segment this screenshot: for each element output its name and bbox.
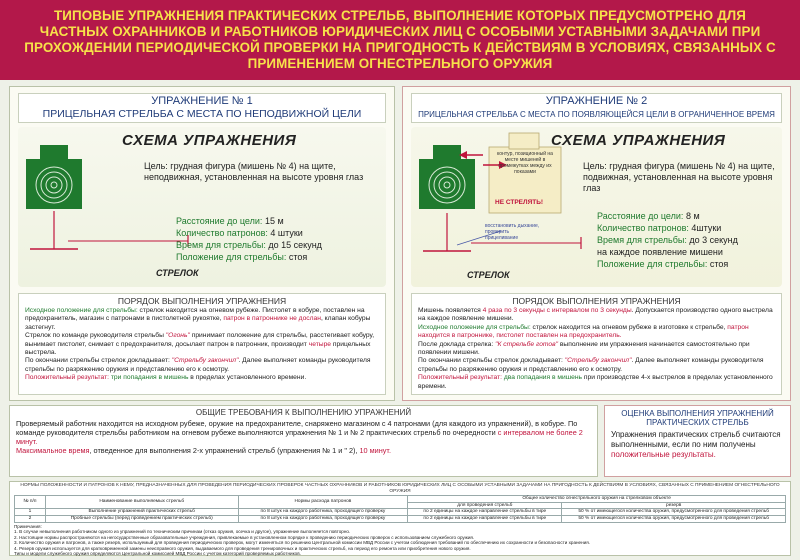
order-text-highlight: патрон в патроннике не дослан bbox=[223, 315, 321, 323]
col-reserve: резерв bbox=[562, 502, 786, 509]
header-banner bbox=[0, 0, 800, 80]
requirements-text-span: , отведенное для выполнения 2-х упражнений стрельб (упражнения № 1 и " 2), bbox=[89, 446, 360, 455]
cell-norm: по 8 штук на каждого работника, проходящего проверку bbox=[238, 509, 408, 516]
rounds-label: Количество патронов: bbox=[597, 223, 689, 233]
evaluation-box bbox=[604, 405, 791, 477]
note-line: 1. В случае невыполнения работником одного из упражнений по техническим причинам (отказ оружия, осечка и другое), упражнение выполняется повторно. bbox=[14, 529, 351, 535]
exercise-2-order-box bbox=[411, 293, 782, 395]
exercise-1-order-title: ПОРЯДОК ВЫПОЛНЕНИЯ УПРАЖНЕНИЯ bbox=[117, 296, 287, 306]
result-label: Положительный результат: bbox=[418, 374, 502, 382]
result-value: два попадания в мишень bbox=[502, 374, 583, 382]
requirements-text-span: Проверяемый работник находится на исходном рубеже, оружие на предохранителе, снаряжено магазином с 4 патронами (для каждого из упражнений), в кобуре. По команде руководителя стрельбы работником на огневом рубеже выполняются упражнения № 1 и № 2 практических стрельб по очередности bbox=[16, 419, 578, 437]
order-text-span: стрелок находится на огневом рубеже. Пистолет в кобуре, поставлен на предохранитель, магазин с патронами в пистолетной рукоятке, bbox=[25, 307, 365, 323]
note-line: 4. Резерв оружия используется для кратковременной замены неисправного оружия, выдаваемого для проведения тренировочных и практических стрельб, на период его ремонта или приобретения нового оружия. bbox=[14, 545, 471, 551]
position-value: стоя bbox=[709, 259, 729, 269]
table-row bbox=[15, 509, 786, 516]
exercise-1-panel bbox=[9, 86, 395, 401]
requirements-title: ОБЩИЕ ТРЕБОВАНИЯ К ВЫПОЛНЕНИЮ УПРАЖНЕНИЙ bbox=[195, 408, 412, 417]
exercise-2-number: УПРАЖНЕНИЕ № 2 bbox=[545, 95, 648, 107]
page-title: ТИПОВЫЕ УПРАЖНЕНИЯ ПРАКТИЧЕСКИХ СТРЕЛЬБ, ВЫПОЛНЕНИЕ КОТОРЫХ ПРЕДУСМОТРЕНО ДЛЯ ЧАСТНЫХ ОХРАННИКОВ И РАБОТНИКОВ ЮРИДИЧЕСКИХ ЛИЦ С ОСОБЫМИ УСТАВНЫМИ ЗАДАЧАМИ ПРИ ПРОХОЖДЕНИИ ПЕРИОДИЧЕСКОЙ ПРОВЕРКИ НА ПРИГОДНОСТЬ К ДЕЙСТВИЯМ В УСЛОВИЯХ, СВЯЗАННЫХ С ПРИМЕНЕНИЕМ ОГНЕСТРЕЛЬНОГО ОРУЖИЯ bbox=[24, 8, 776, 71]
cell-reserve: 50 % от имеющегося количества оружия, предусмотренного для проведения стрельб bbox=[562, 509, 786, 516]
order-text-span: По окончании стрельбы стрелок докладывает: bbox=[25, 357, 172, 365]
breath-note: восстановить дыхание, проверить прицеливание bbox=[485, 223, 540, 241]
col-num: № п/п bbox=[15, 496, 46, 509]
order-text-span: в пределах установленного времени. bbox=[188, 374, 307, 382]
time-value: до 3 секунд bbox=[689, 235, 738, 245]
cell-norm: по 8 штук на каждого работника, проходящего проверку bbox=[238, 515, 408, 522]
cell-for-exercise: по 2 единицы на каждое направление стрельбы в тире bbox=[408, 515, 562, 522]
table-row bbox=[15, 515, 786, 522]
norms-title: НОРМЫ ПОЛОЖЕННОСТИ И ПАТРОНОВ К НЕМУ, ПРЕДНАЗНАЧЕННЫХ ДЛЯ ПРОВЕДЕНИЯ ПЕРИОДИЧЕСКИХ ПРОВЕРОК ЧАСТНЫХ ОХРАННИКОВ И РАБОТНИКОВ ЮРИДИЧЕСКИХ ЛИЦ С ОСОБЫМИ УСТАВНЫМИ ЗАДАЧАМИ НА ПРИГОДНОСТЬ К ДЕЙСТВИЯМ В УСЛОВИЯХ, СВЯЗАННЫХ С ПРИМЕНЕНИЕМ ОГНЕСТРЕЛЬНОГО ОРУЖИЯ bbox=[20, 483, 780, 494]
initial-position-label: Исходное положение для стрельбы: bbox=[418, 323, 531, 331]
distance-label: Расстояние до цели: bbox=[176, 216, 263, 226]
command-text: "Огонь" bbox=[165, 332, 190, 340]
cell-num: 1 bbox=[15, 509, 46, 516]
exercise-2-target-desc: Цель: грудная фигура (мишень № 4) на щите, подвижная, установленная на высоте уровня глаз bbox=[583, 161, 775, 193]
cell-reserve: 50 % от имеющегося количества оружия, предусмотренного для проведения стрельб bbox=[562, 515, 786, 522]
exercise-2-scheme-title: СХЕМА УПРАЖНЕНИЯ bbox=[551, 132, 726, 149]
exercise-1-order-text bbox=[25, 307, 379, 383]
time-label: Время для стрельбы: bbox=[176, 240, 266, 250]
distance-value: 8 м bbox=[685, 211, 700, 221]
time-value: до 15 секунд bbox=[268, 240, 322, 250]
exercise-2-stats bbox=[597, 210, 738, 270]
exercise-2-shooter-label: СТРЕЛОК bbox=[467, 270, 510, 280]
distance-marker-icon bbox=[30, 211, 188, 249]
order-text-span: . Допускается производство одного выстрела на каждое появление мишени. bbox=[418, 307, 773, 323]
order-text-span: прицельных выстрела. bbox=[25, 340, 371, 357]
norms-table bbox=[14, 495, 786, 522]
col-for-exercise: для проведения стрельб bbox=[408, 502, 562, 509]
evaluation-title: ОЦЕНКА ВЫПОЛНЕНИЯ УПРАЖНЕНИЙ ПРАКТИЧЕСКИХ СТРЕЛЬБ bbox=[621, 409, 774, 427]
evaluation-text-span: Упражнения практических стрельб считаются выполненными, если по ним получены bbox=[611, 430, 781, 449]
exercise-1-title-box bbox=[18, 93, 386, 123]
col-name: Наименование выполняемых стрельб bbox=[45, 496, 238, 509]
position-value: стоя bbox=[288, 252, 308, 262]
order-text-span: Мишень появляется bbox=[418, 307, 483, 314]
exercise-1-number: УПРАЖНЕНИЕ № 1 bbox=[151, 95, 253, 107]
exercise-2-order-text bbox=[418, 307, 775, 391]
exercise-1-scheme-title: СХЕМА УПРАЖНЕНИЯ bbox=[122, 132, 297, 149]
contour-note: контур, позиционный на месте мишеней в промежутках между их показами bbox=[497, 151, 553, 175]
rounds-value: 4штуки bbox=[691, 223, 722, 233]
order-text-span: После доклада стрелка: bbox=[418, 340, 496, 348]
target-figure-icon bbox=[26, 145, 82, 209]
order-text-span: принимает положение для стрельбы, расстегивает кобуру, вынимает пистолет, снимает с предохранителя, досылает патрон в патронник, производит bbox=[25, 332, 375, 348]
requirements-highlight: 10 минут. bbox=[359, 446, 391, 455]
distance-label: Расстояние до цели: bbox=[597, 211, 684, 221]
requirements-highlight: Максимальное время bbox=[16, 446, 90, 455]
position-label: Положение для стрельбы: bbox=[597, 259, 708, 269]
note-line: Типы и модели служебного оружия определяются Центральной комиссией МВД России с учетом категорий проверяемых работников. bbox=[14, 551, 301, 557]
exercise-1-target-desc: Цель: грудная фигура (мишень № 4) на щите, неподвижная, установленная на высоте уровня глаз bbox=[144, 161, 364, 182]
rounds-value: 4 штуки bbox=[270, 228, 303, 238]
note-line: 3. Количество оружия и патронов, а также резерв, используемый для проведения периодических проверок, могут изменяться по решению Центральной комиссии МВД России с учетом соблюдения требований по обеспечению их сохранности и безопасности хранения. bbox=[14, 540, 590, 546]
order-text-span: при производстве 4-х выстрелов в пределах установленного времени. bbox=[418, 374, 773, 390]
command-text: "Стрельбу закончил" bbox=[564, 357, 632, 365]
note-line: 2. Настоящие нормы распространяются на негосударственные образовательные учреждения, привлекаемые в установленном порядке к проведению периодических проверок с использованием служебного оружия. bbox=[14, 534, 475, 540]
exercise-2-scheme bbox=[411, 127, 782, 287]
result-value: три попадания в мишень bbox=[109, 374, 189, 382]
note-line: Примечания: bbox=[14, 523, 42, 529]
exercise-2-panel bbox=[402, 86, 791, 401]
notes-block bbox=[14, 524, 786, 557]
requirements-highlight: с интервалом не более 2 минут. bbox=[16, 428, 583, 446]
exercise-1-order-box bbox=[18, 293, 386, 395]
order-text-span: стрелок находится на огневом рубеже в изготовке к стрельбе, bbox=[530, 323, 728, 331]
cell-num: 2 bbox=[15, 515, 46, 522]
order-text-span: . Далее выполняет команды руководителя стрельбы по разряжению оружия и представлению его к осмотру. bbox=[25, 357, 371, 373]
order-text-span: , клапан кобуры застегнут. bbox=[25, 315, 371, 331]
distance-value: 15 м bbox=[264, 216, 284, 226]
order-text-highlight: четыре bbox=[308, 340, 332, 348]
exercise-2-title-box bbox=[411, 93, 782, 123]
exercise-2-order-title: ПОРЯДОК ВЫПОЛНЕНИЯ УПРАЖНЕНИЯ bbox=[512, 296, 681, 306]
order-text-highlight: патрон находится в патроннике, пистолет поставлен на предохранитель. bbox=[418, 323, 749, 340]
exercise-1-scheme bbox=[18, 127, 386, 287]
col-total: Общее количество огнестрельного оружия на стрелковом объекте bbox=[408, 496, 786, 503]
evaluation-text bbox=[611, 430, 784, 460]
result-label: Положительный результат: bbox=[25, 374, 109, 382]
command-text: "Стрельбу закончил" bbox=[171, 357, 239, 365]
time-label: Время для стрельбы: bbox=[597, 235, 687, 245]
order-text-highlight: 4 раза по 3 секунды с интервалом по 3 секунды bbox=[482, 307, 632, 314]
col-norm: Нормы расхода патронов bbox=[238, 496, 408, 509]
position-label: Положение для стрельбы: bbox=[176, 252, 287, 262]
rounds-label: Количество патронов: bbox=[176, 228, 268, 238]
time-value-extra: на каждое появление мишени bbox=[597, 247, 723, 257]
table-header-row bbox=[15, 496, 786, 503]
no-shoot-note: НЕ СТРЕЛЯТЬ! bbox=[495, 199, 544, 206]
command-text: "К стрельбе готов" bbox=[495, 340, 558, 348]
exercise-1-stats bbox=[176, 215, 322, 263]
requirements-text bbox=[16, 419, 591, 455]
initial-position-label: Исходное положение для стрельбы: bbox=[25, 307, 138, 314]
exercise-1-diagram bbox=[18, 127, 388, 287]
order-text-span: выполнение им упражнения начинается самостоятельно при появлении мишени. bbox=[418, 340, 750, 357]
order-text-span: Стрелок по команде руководителя стрельбы bbox=[25, 332, 166, 340]
cell-name: Выполнение упражнений практических стрельб bbox=[45, 509, 238, 516]
exercise-1-shooter-label: СТРЕЛОК bbox=[156, 268, 199, 278]
cell-name: Пробные стрельбы (перед проведением практических стрельб) bbox=[45, 515, 238, 522]
norms-section bbox=[9, 481, 791, 556]
evaluation-highlight: положительные результаты. bbox=[611, 450, 716, 459]
cell-for-exercise: по 2 единицы на каждое направление стрельбы в тире bbox=[408, 509, 562, 516]
general-requirements-box bbox=[9, 405, 598, 477]
exercise-2-name: ПРИЦЕЛЬНАЯ СТРЕЛЬБА С МЕСТА ПО ПОЯВЛЯЮЩЕЙСЯ ЦЕЛИ В ОГРАНИЧЕННОЕ ВРЕМЯ bbox=[418, 110, 775, 119]
exercise-1-name: ПРИЦЕЛЬНАЯ СТРЕЛЬБА С МЕСТА ПО НЕПОДВИЖНОЙ ЦЕЛИ bbox=[42, 108, 362, 120]
order-text-span: . Далее выполняет команды руководителя стрельбы по разряжению оружия и представлению его к осмотру. bbox=[418, 357, 764, 373]
order-text-span: По окончании стрельбы стрелок докладывает: bbox=[418, 357, 565, 365]
